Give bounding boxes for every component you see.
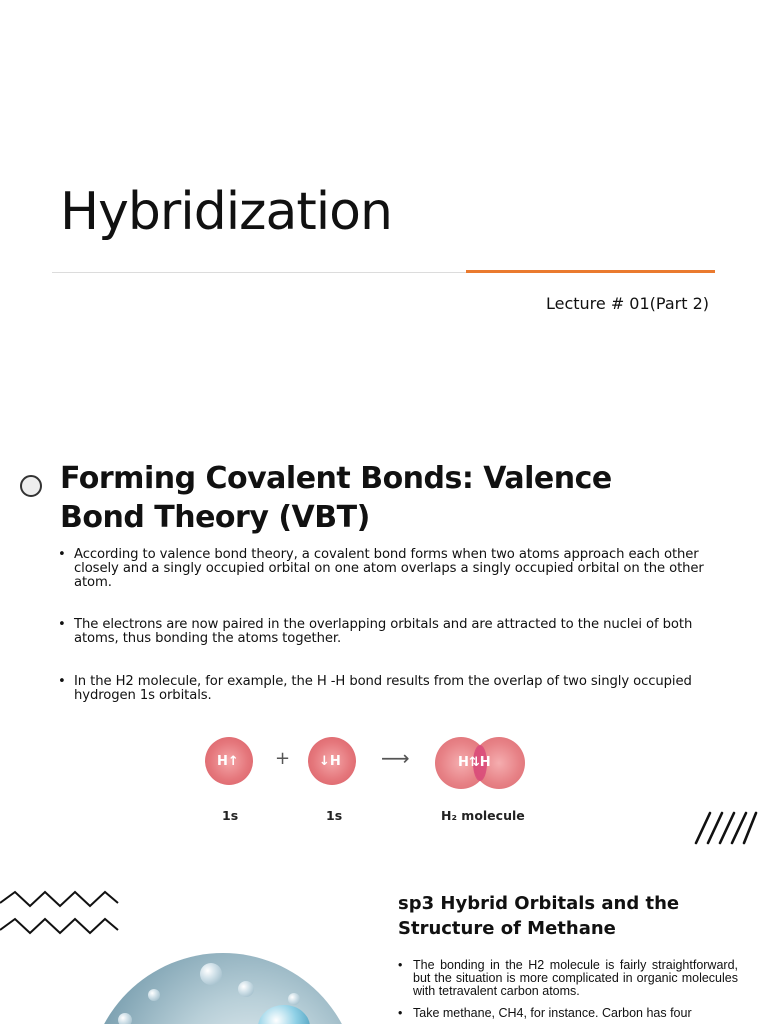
bullet-list: [398, 959, 738, 1024]
slash-lines-icon: [694, 810, 758, 845]
molecule-label: H⇅H: [458, 755, 491, 770]
water-droplets-image: [88, 953, 358, 1024]
droplet: [258, 1005, 310, 1024]
page-title: Hybridization: [60, 182, 392, 242]
droplet: [288, 993, 300, 1005]
slide-heading: sp3 Hybrid Orbitals and the Structure of Methane: [398, 893, 680, 939]
accent-line: [466, 270, 715, 273]
zigzag-decoration-icon: [0, 916, 120, 936]
orbital-caption: 1s: [222, 808, 239, 823]
molecule-caption: H₂ molecule: [441, 808, 525, 823]
slide-heading: Forming Covalent Bonds: Valence Bond Theory (VBT): [60, 461, 612, 535]
bullet-item: • According to valence bond theory, a covalent bond forms when two atoms approach each other closely and a singly occupied orbital on one atom overlaps a singly occupied orbital on the other atom.: [58, 548, 716, 590]
droplet: [200, 963, 222, 985]
lecture-subtitle: Lecture # 01(Part 2): [545, 294, 709, 313]
atom-label: ↓H: [319, 754, 341, 769]
droplet: [118, 1013, 132, 1024]
vbt-slide: [0, 415, 768, 845]
title-slide: [0, 0, 768, 415]
bullet-item: • Take methane, CH4, for instance. Carbon has four: [398, 1007, 738, 1020]
h2-orbital-diagram: [195, 725, 535, 835]
zigzag-decoration-icon: [0, 889, 120, 909]
bullet-item: • In the H2 molecule, for example, the H -H bond results from the overlap of two singly occupied hydrogen 1s orbitals.: [58, 675, 716, 703]
circle-bullet-icon: [20, 475, 42, 497]
bullet-item: • The electrons are now paired in the overlapping orbitals and are attracted to the nuclei of both atoms, thus bonding the atoms together.: [58, 618, 716, 646]
droplet: [238, 981, 254, 997]
divider-line: [52, 272, 466, 273]
sp3-slide: [0, 845, 768, 1024]
reaction-arrow-icon: ⟶: [381, 746, 410, 770]
plus-sign: +: [275, 748, 291, 769]
bullet-item: • The bonding in the H2 molecule is fairly straightforward, but the situation is more complicated in organic molecules with tetravalent carbon atoms.: [398, 959, 738, 998]
atom-label: H↑: [217, 754, 239, 769]
droplet: [148, 989, 160, 1001]
orbital-caption: 1s: [326, 808, 343, 823]
